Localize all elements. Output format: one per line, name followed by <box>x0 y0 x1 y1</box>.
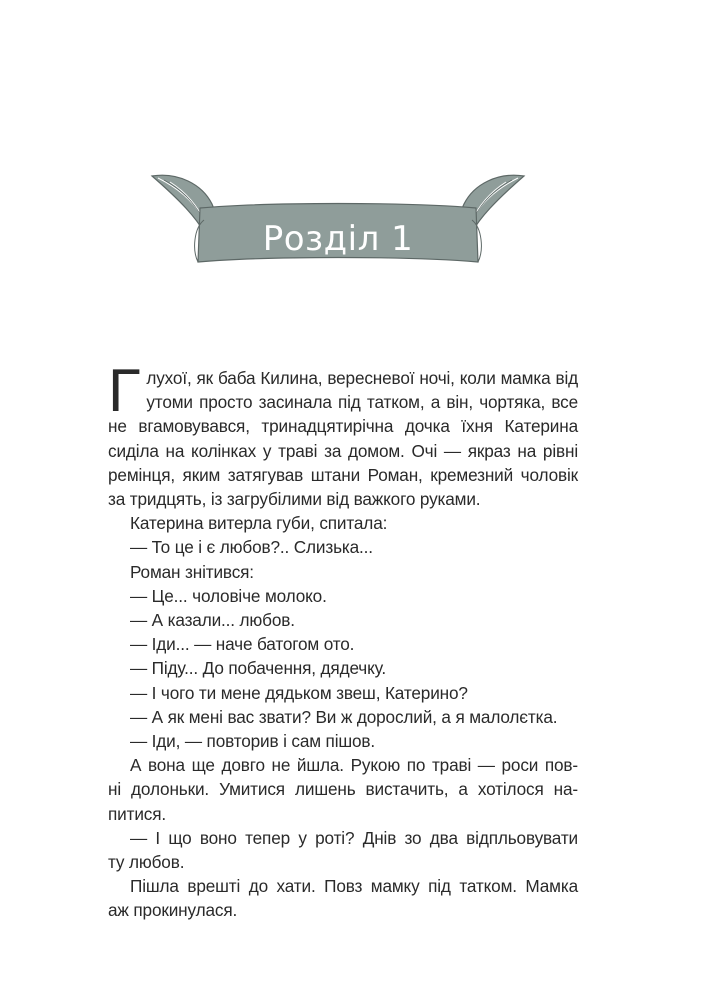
text-line: аж прокинулася. <box>108 900 238 921</box>
text-line: Пішла врешті до хати. Повз мамку під татком. Мамка <box>130 876 578 897</box>
text-line: — Іди... — наче батогом ото. <box>130 634 355 655</box>
text-line: — То це і є любов?.. Слизька... <box>130 537 373 558</box>
text-line: лухої, як баба Килина, вересневої ночі, коли мамка від <box>146 368 578 388</box>
paragraph <box>108 608 578 632</box>
text-line: не вгамовувався, тринадцятирічна дочка їхня Катерина <box>108 416 578 437</box>
text-line: — І що воно тепер у роті? Днів зо два відпльовувати <box>130 827 578 848</box>
text-line: питися. <box>108 803 167 824</box>
text-line: Катерина витерла губи, спитала: <box>130 513 388 534</box>
text-line: сиділа на колінках у траві за домом. Очі — якраз на рівні <box>108 440 578 461</box>
paragraph <box>108 826 578 874</box>
text-line: — І чого ти мене дядьком звеш, Катерино? <box>130 682 468 703</box>
paragraph <box>108 753 578 826</box>
text-line: — А казали... любов. <box>130 610 295 631</box>
paragraph <box>108 535 578 559</box>
paragraph <box>108 656 578 680</box>
paragraph <box>108 681 578 705</box>
paragraph <box>108 705 578 729</box>
text-line: — Піду... До побачення, дядечку. <box>130 658 387 679</box>
text-line: за тридцять, із загрубілими від важкого руками. <box>108 489 481 510</box>
chapter-title: Розділ 1 <box>262 219 414 259</box>
paragraph <box>108 874 578 922</box>
paragraph <box>108 729 578 753</box>
paragraph <box>108 357 578 511</box>
text-line: — Це... чоловіче молоко. <box>130 585 327 606</box>
text-line: ремінця, яким затягував штани Роман, кремезний чоловік <box>108 464 578 485</box>
text-line: — Іди, — повторив і сам пішов. <box>130 731 376 752</box>
text-line: А вона ще довго не йшла. Рукою по траві — роси пов- <box>130 755 578 776</box>
text-line: ні долоньки. Умитися лишень вистачить, а хотілося на- <box>108 779 578 800</box>
paragraph <box>108 560 578 584</box>
text-line: — А як мені вас звати? Ви ж дорослий, а я малолєтка. <box>130 706 558 727</box>
text-line: Роман знітився: <box>130 561 254 582</box>
text-line: ту любов. <box>108 852 185 873</box>
drop-cap: Г <box>108 357 141 424</box>
chapter-text <box>108 357 578 923</box>
paragraph <box>108 511 578 535</box>
paragraph <box>108 584 578 608</box>
paragraph <box>108 632 578 656</box>
text-line: утоми просто засинала під татком, а він, чортяка, все <box>146 392 578 413</box>
chapter-banner <box>148 158 528 268</box>
